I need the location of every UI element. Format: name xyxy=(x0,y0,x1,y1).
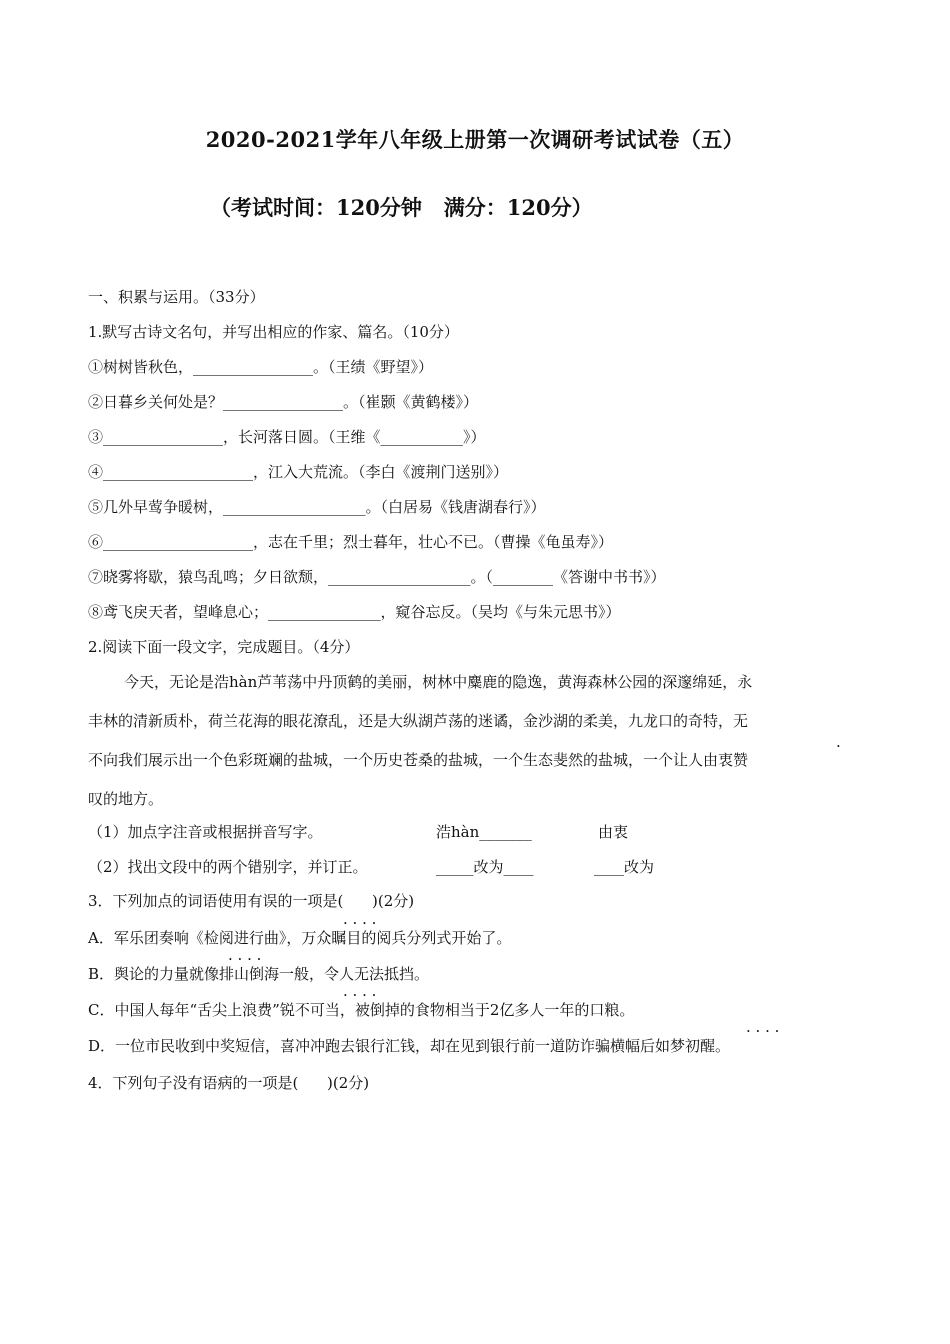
q1-item-2: ②日暮乡关何处是？________________。（崔颢《黄鹤楼》） xyxy=(88,393,479,411)
q2-sub-2-correction-b: ____改为 xyxy=(594,858,655,876)
q2-sub-1-pinyin-blank: 浩hàn_______ xyxy=(436,823,532,841)
passage-line-3: 不向我们展示出一个色彩斑斓的盐城，一个历史苍桑的盐城，一个生态斐然的盐城，一个让人由衷赞 xyxy=(88,751,749,769)
passage-line-4: 叹的地方。 xyxy=(88,790,164,808)
q1-item-4: ④____________________，江入大荒流。（李白《渡荆门送别》） xyxy=(88,463,509,481)
question-3-stem: 3．下列加点的词语使用有误的一项是( )(2分) xyxy=(88,892,415,910)
q2-sub-2-correction-a: _____改为____ xyxy=(436,858,534,876)
question-4-stem: 4．下列句子没有语病的一项是( )(2分) xyxy=(88,1074,370,1092)
emphasis-dots: · · · · xyxy=(746,1022,780,1040)
q3-option-a: A．军乐团奏响《检阅进行曲》，万众瞩目的阅兵分列式开始了。 xyxy=(88,929,512,947)
q1-item-1: ①树树皆秋色，________________。（王绩《野望》） xyxy=(88,358,434,376)
q3-option-b: B．舆论的力量就像排山倒海一般，令人无法抵挡。 xyxy=(88,965,430,983)
passage-line-1: 今天，无论是浩hàn芦苇荡中丹顶鹤的美丽，树林中麋鹿的隐逸，黄海森林公园的深邃绵延，永 xyxy=(124,673,753,691)
section-heading: 一、积累与运用。（33分） xyxy=(88,288,265,306)
q3-option-c: C．中国人每年“舌尖上浪费”锐不可当，被倒掉的食物相当于2亿多人一年的口粮。 xyxy=(88,1001,635,1019)
q1-item-6: ⑥____________________，志在千里；烈士暮年，壮心不已。（曹操《龟虽寿》） xyxy=(88,533,614,551)
emphasis-dots: · · · · xyxy=(228,950,262,968)
q1-item-5: ⑤几外早莺争暖树，___________________。（白居易《钱唐湖春行》） xyxy=(88,498,546,516)
emphasis-dot: · xyxy=(836,737,841,755)
passage-line-2: 丰林的清新质朴，荷兰花海的眼花潦乱，还是大纵湖芦荡的迷谲，金沙湖的柔美，九龙口的奇特，无 xyxy=(88,712,749,730)
q1-item-8: ⑧鸢飞戾天者，望峰息心；_______________，窥谷忘反。（吴均《与朱元思书》） xyxy=(88,603,621,621)
q1-item-3: ③________________，长河落日圆。（王维《___________》） xyxy=(88,428,486,446)
q2-sub-1: （1）加点字注音或根据拼音写字。 xyxy=(88,823,323,841)
q1-item-7: ⑦晓雾将歇，猿鸟乱鸣；夕日欲颓，___________________。（________《答谢中书书》） xyxy=(88,568,666,586)
q2-sub-1-word: 由衷 xyxy=(598,823,629,841)
exam-info: （考试时间：120分钟 满分：120分） xyxy=(210,195,593,220)
q2-sub-2: （2）找出文段中的两个错别字，并订正。 xyxy=(88,858,368,876)
page-title: 2020-2021学年八年级上册第一次调研考试试卷（五） xyxy=(205,127,745,152)
question-2-stem: 2.阅读下面一段文字，完成题目。（4分） xyxy=(88,638,360,656)
question-1-stem: 1.默写古诗文名句，并写出相应的作家、篇名。（10分） xyxy=(88,323,459,341)
emphasis-dots: · · · · xyxy=(343,914,377,932)
q3-option-d: D．一位市民收到中奖短信，喜冲冲跑去银行汇钱，却在见到银行前一道防诈骗横幅后如梦初醒。 xyxy=(88,1037,731,1055)
emphasis-dots: · · · · xyxy=(343,986,377,1004)
